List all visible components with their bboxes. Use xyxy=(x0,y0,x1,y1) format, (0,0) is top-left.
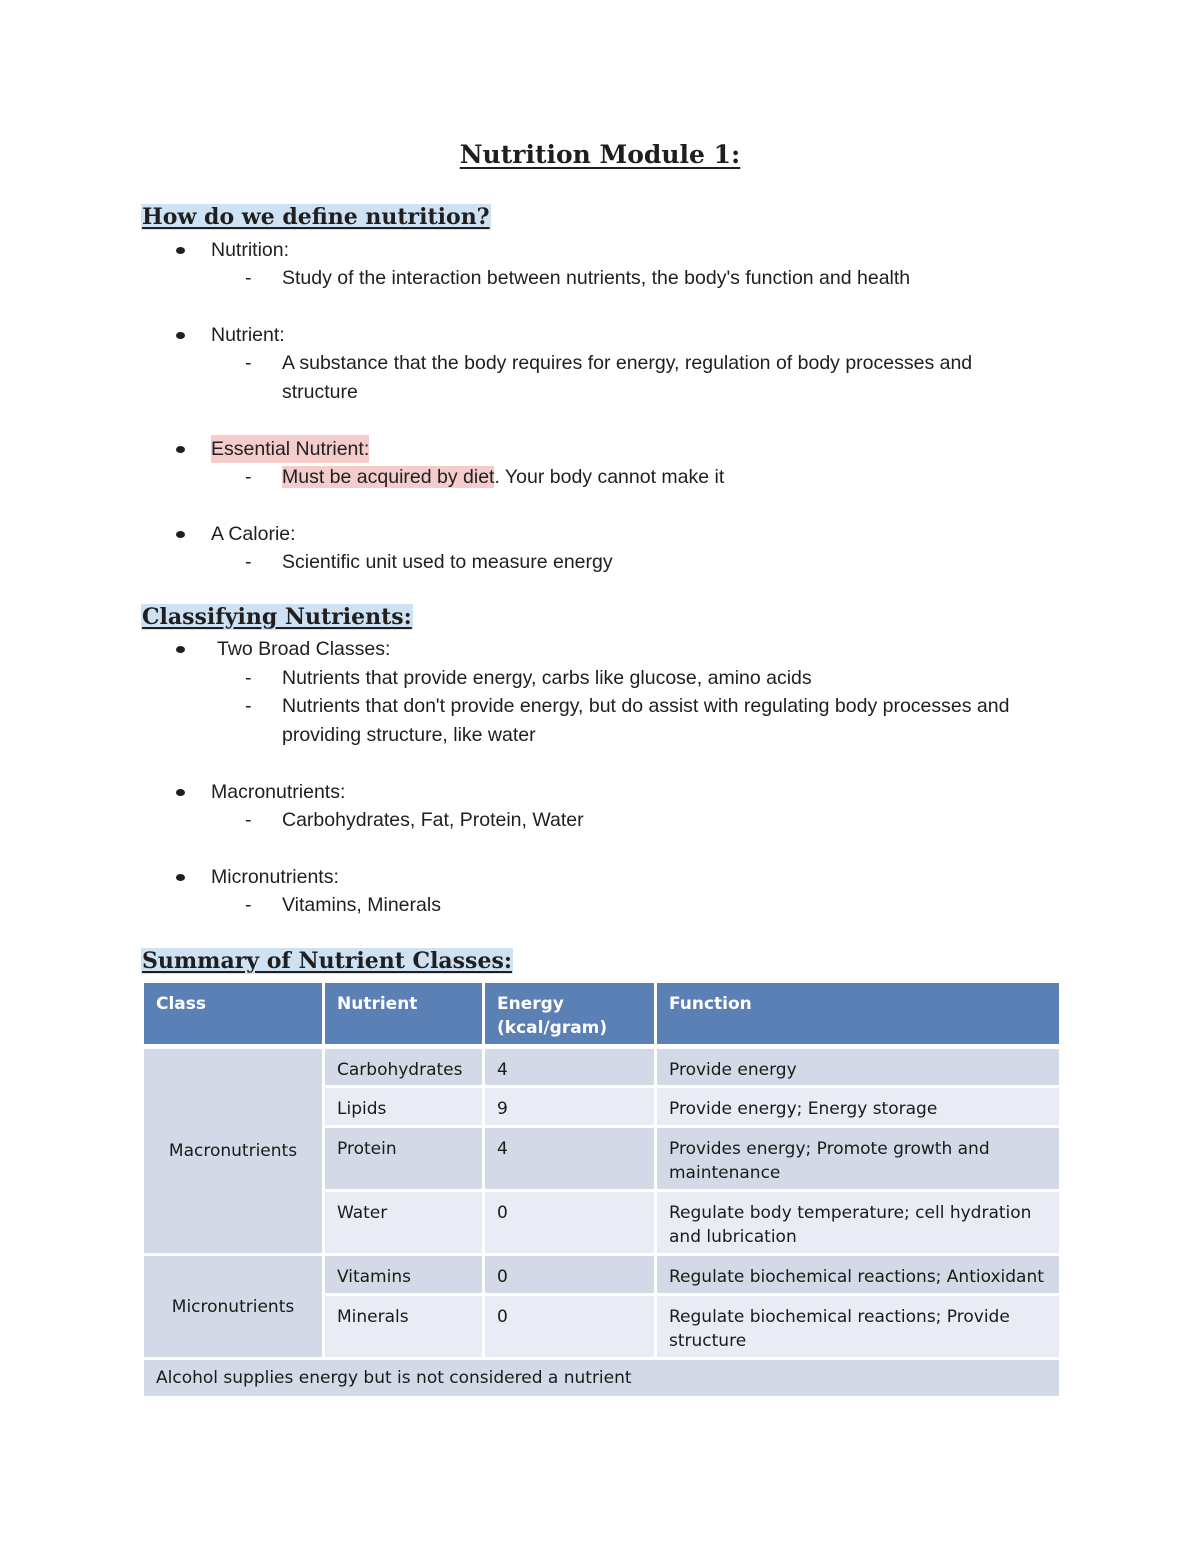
list-subitem: - Nutrients that provide energy, carbs like glucose, amino acids xyxy=(245,664,1055,693)
list-subitem: - Scientific unit used to measure energy xyxy=(245,548,1055,577)
dash-icon: - xyxy=(245,809,252,831)
dash-icon: - xyxy=(245,667,252,689)
nutrient-cell: Lipids xyxy=(324,1087,484,1127)
section-heading-summary: Summary of Nutrient Classes: xyxy=(142,948,512,974)
table-row xyxy=(143,1047,1061,1087)
dash-icon: - xyxy=(245,267,252,289)
nutrient-cell: Vitamins xyxy=(324,1255,484,1295)
list-subitem: - Vitamins, Minerals xyxy=(245,891,1055,920)
column-header-nutrient: Nutrient xyxy=(324,982,484,1047)
dash-icon: - xyxy=(245,551,252,573)
table-header-row xyxy=(143,982,1061,1047)
nutrient-cell: Minerals xyxy=(324,1295,484,1359)
dash-icon: - xyxy=(245,894,252,916)
list-subitem: - Must be acquired by diet. Your body cannot make it xyxy=(245,463,1055,492)
column-header-class: Class xyxy=(143,982,324,1047)
energy-cell: 0 xyxy=(484,1191,656,1255)
energy-cell: 0 xyxy=(484,1295,656,1359)
bullet-icon xyxy=(176,332,185,339)
section-heading-define: How do we define nutrition? xyxy=(142,204,490,230)
bullet-icon xyxy=(176,646,185,653)
bullet-icon xyxy=(176,247,185,254)
page-title: Nutrition Module 1: xyxy=(459,140,741,169)
dash-icon: - xyxy=(245,352,252,374)
energy-cell: 4 xyxy=(484,1127,656,1191)
list-subitem: - Carbohydrates, Fat, Protein, Water xyxy=(245,806,1055,835)
energy-cell: 4 xyxy=(484,1047,656,1087)
energy-cell: 0 xyxy=(484,1255,656,1295)
list-subitem: - Study of the interaction between nutrients, the body's function and health xyxy=(245,264,1055,293)
column-header-energy: Energy (kcal/gram) xyxy=(484,982,656,1047)
function-cell: Regulate biochemical reactions; Provide structure xyxy=(656,1295,1061,1359)
table-footnote: Alcohol supplies energy but is not considered a nutrient xyxy=(143,1359,1061,1398)
function-cell: Provides energy; Promote growth and maintenance xyxy=(656,1127,1061,1191)
nutrient-cell: Protein xyxy=(324,1127,484,1191)
dash-icon: - xyxy=(245,695,252,717)
section-heading-classifying: Classifying Nutrients: xyxy=(142,604,412,630)
bullet-icon xyxy=(176,789,185,796)
table-row xyxy=(143,1255,1061,1295)
energy-cell: 9 xyxy=(484,1087,656,1127)
nutrient-cell: Carbohydrates xyxy=(324,1047,484,1087)
table-footnote-row xyxy=(143,1359,1061,1398)
nutrient-summary-table xyxy=(141,980,1062,1399)
list-subitem: - Nutrients that don't provide energy, but do assist with regulating body processes and providing structure, like water xyxy=(245,692,1055,749)
highlighted-text: Must be acquired by diet xyxy=(282,466,495,488)
list-subitem: - A substance that the body requires for energy, regulation of body processes and structure xyxy=(245,349,1055,406)
function-cell: Regulate biochemical reactions; Antioxidant xyxy=(656,1255,1061,1295)
function-cell: Regulate body temperature; cell hydration and lubrication xyxy=(656,1191,1061,1255)
bullet-icon xyxy=(176,531,185,538)
dash-icon: - xyxy=(245,466,252,488)
class-cell-micronutrients: Micronutrients xyxy=(143,1255,324,1359)
column-header-function: Function xyxy=(656,982,1061,1047)
bullet-icon xyxy=(176,446,185,453)
nutrient-cell: Water xyxy=(324,1191,484,1255)
function-cell: Provide energy xyxy=(656,1047,1061,1087)
bullet-icon xyxy=(176,874,185,881)
function-cell: Provide energy; Energy storage xyxy=(656,1087,1061,1127)
class-cell-macronutrients: Macronutrients xyxy=(143,1047,324,1255)
